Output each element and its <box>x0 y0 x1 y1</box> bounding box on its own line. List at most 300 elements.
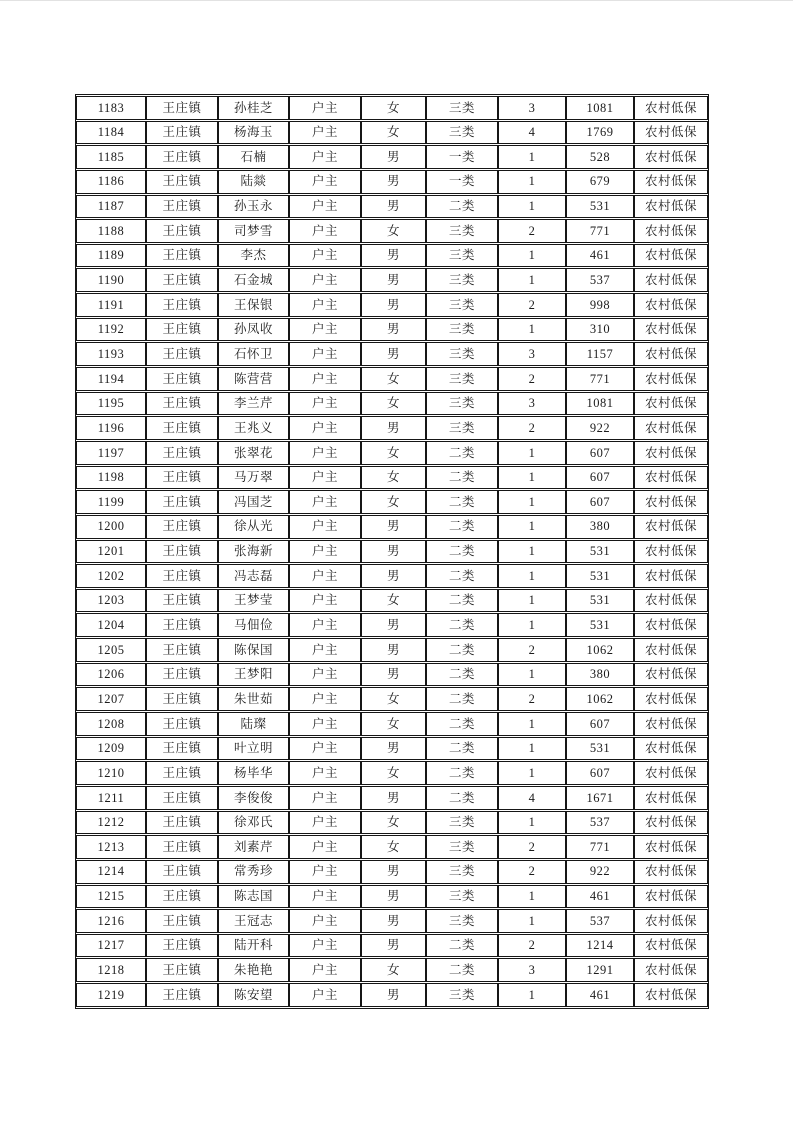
cell-gender: 女 <box>361 687 426 711</box>
cell-relation: 户主 <box>289 219 361 243</box>
cell-gender: 男 <box>361 934 426 958</box>
table-row <box>76 934 708 958</box>
cell-assistance-type: 农村低保 <box>634 934 708 958</box>
cell-persons: 1 <box>498 761 566 785</box>
cell-assistance-type: 农村低保 <box>634 860 708 884</box>
cell-relation: 户主 <box>289 885 361 909</box>
cell-gender: 男 <box>361 909 426 933</box>
cell-relation: 户主 <box>289 835 361 859</box>
cell-category: 二类 <box>426 737 498 761</box>
table-row <box>76 342 708 366</box>
cell-town: 王庄镇 <box>146 885 218 909</box>
cell-persons: 1 <box>498 145 566 169</box>
table-row <box>76 466 708 490</box>
table-row <box>76 712 708 736</box>
cell-relation: 户主 <box>289 268 361 292</box>
cell-gender: 男 <box>361 983 426 1007</box>
cell-relation: 户主 <box>289 96 361 120</box>
cell-assistance-type: 农村低保 <box>634 712 708 736</box>
cell-persons: 1 <box>498 466 566 490</box>
cell-index: 1200 <box>76 515 146 539</box>
table-row <box>76 761 708 785</box>
cell-town: 王庄镇 <box>146 835 218 859</box>
cell-persons: 2 <box>498 638 566 662</box>
cell-index: 1208 <box>76 712 146 736</box>
cell-gender: 男 <box>361 293 426 317</box>
cell-index: 1201 <box>76 540 146 564</box>
cell-assistance-type: 农村低保 <box>634 564 708 588</box>
cell-category: 三类 <box>426 244 498 268</box>
cell-amount: 607 <box>566 712 634 736</box>
cell-gender: 女 <box>361 761 426 785</box>
cell-index: 1214 <box>76 860 146 884</box>
cell-name: 石金城 <box>218 268 289 292</box>
cell-town: 王庄镇 <box>146 958 218 982</box>
cell-name: 陈安望 <box>218 983 289 1007</box>
cell-index: 1195 <box>76 392 146 416</box>
cell-category: 三类 <box>426 909 498 933</box>
table-row <box>76 811 708 835</box>
cell-persons: 1 <box>498 811 566 835</box>
cell-persons: 1 <box>498 268 566 292</box>
cell-category: 二类 <box>426 638 498 662</box>
cell-assistance-type: 农村低保 <box>634 663 708 687</box>
cell-index: 1207 <box>76 687 146 711</box>
benefits-roster-table <box>75 94 709 1009</box>
cell-town: 王庄镇 <box>146 589 218 613</box>
cell-assistance-type: 农村低保 <box>634 613 708 637</box>
cell-amount: 1291 <box>566 958 634 982</box>
cell-amount: 380 <box>566 663 634 687</box>
cell-gender: 男 <box>361 244 426 268</box>
cell-amount: 537 <box>566 909 634 933</box>
cell-name: 张翠花 <box>218 441 289 465</box>
cell-index: 1186 <box>76 170 146 194</box>
cell-gender: 女 <box>361 392 426 416</box>
cell-persons: 1 <box>498 885 566 909</box>
cell-name: 常秀珍 <box>218 860 289 884</box>
cell-name: 陈志国 <box>218 885 289 909</box>
cell-category: 三类 <box>426 219 498 243</box>
cell-town: 王庄镇 <box>146 318 218 342</box>
cell-amount: 607 <box>566 490 634 514</box>
cell-persons: 2 <box>498 860 566 884</box>
cell-category: 一类 <box>426 145 498 169</box>
cell-persons: 1 <box>498 737 566 761</box>
cell-persons: 2 <box>498 367 566 391</box>
cell-category: 二类 <box>426 958 498 982</box>
cell-persons: 1 <box>498 663 566 687</box>
cell-gender: 男 <box>361 195 426 219</box>
cell-persons: 3 <box>498 392 566 416</box>
cell-assistance-type: 农村低保 <box>634 96 708 120</box>
cell-amount: 537 <box>566 811 634 835</box>
table-row <box>76 318 708 342</box>
cell-name: 石怀卫 <box>218 342 289 366</box>
cell-relation: 户主 <box>289 540 361 564</box>
cell-town: 王庄镇 <box>146 811 218 835</box>
cell-category: 三类 <box>426 983 498 1007</box>
cell-gender: 男 <box>361 540 426 564</box>
cell-persons: 1 <box>498 490 566 514</box>
cell-name: 陆燚 <box>218 170 289 194</box>
cell-assistance-type: 农村低保 <box>634 885 708 909</box>
cell-assistance-type: 农村低保 <box>634 811 708 835</box>
cell-relation: 户主 <box>289 712 361 736</box>
table-row <box>76 687 708 711</box>
cell-amount: 922 <box>566 860 634 884</box>
cell-name: 王梦莹 <box>218 589 289 613</box>
cell-town: 王庄镇 <box>146 170 218 194</box>
cell-amount: 531 <box>566 195 634 219</box>
cell-index: 1183 <box>76 96 146 120</box>
cell-persons: 1 <box>498 712 566 736</box>
cell-index: 1218 <box>76 958 146 982</box>
cell-town: 王庄镇 <box>146 761 218 785</box>
cell-relation: 户主 <box>289 983 361 1007</box>
cell-relation: 户主 <box>289 318 361 342</box>
cell-index: 1203 <box>76 589 146 613</box>
table-row <box>76 909 708 933</box>
cell-relation: 户主 <box>289 416 361 440</box>
cell-name: 王兆义 <box>218 416 289 440</box>
table-row <box>76 835 708 859</box>
cell-category: 二类 <box>426 687 498 711</box>
cell-assistance-type: 农村低保 <box>634 244 708 268</box>
cell-persons: 2 <box>498 687 566 711</box>
table-row <box>76 441 708 465</box>
cell-town: 王庄镇 <box>146 638 218 662</box>
cell-gender: 男 <box>361 737 426 761</box>
cell-index: 1191 <box>76 293 146 317</box>
table-row <box>76 958 708 982</box>
cell-index: 1210 <box>76 761 146 785</box>
cell-relation: 户主 <box>289 613 361 637</box>
cell-town: 王庄镇 <box>146 145 218 169</box>
cell-relation: 户主 <box>289 638 361 662</box>
cell-relation: 户主 <box>289 589 361 613</box>
cell-index: 1202 <box>76 564 146 588</box>
cell-amount: 531 <box>566 737 634 761</box>
cell-gender: 男 <box>361 268 426 292</box>
cell-category: 三类 <box>426 860 498 884</box>
table-row <box>76 663 708 687</box>
cell-index: 1215 <box>76 885 146 909</box>
cell-category: 一类 <box>426 170 498 194</box>
cell-name: 杨毕华 <box>218 761 289 785</box>
cell-index: 1196 <box>76 416 146 440</box>
cell-town: 王庄镇 <box>146 96 218 120</box>
cell-name: 徐邓氏 <box>218 811 289 835</box>
cell-persons: 2 <box>498 835 566 859</box>
cell-town: 王庄镇 <box>146 268 218 292</box>
cell-town: 王庄镇 <box>146 392 218 416</box>
cell-category: 二类 <box>426 934 498 958</box>
cell-town: 王庄镇 <box>146 613 218 637</box>
cell-amount: 1062 <box>566 687 634 711</box>
table-body <box>76 96 708 1007</box>
cell-category: 三类 <box>426 96 498 120</box>
cell-assistance-type: 农村低保 <box>634 589 708 613</box>
cell-name: 李杰 <box>218 244 289 268</box>
cell-amount: 607 <box>566 441 634 465</box>
cell-category: 二类 <box>426 589 498 613</box>
cell-gender: 男 <box>361 638 426 662</box>
cell-town: 王庄镇 <box>146 342 218 366</box>
cell-gender: 女 <box>361 835 426 859</box>
cell-assistance-type: 农村低保 <box>634 145 708 169</box>
cell-persons: 4 <box>498 786 566 810</box>
cell-amount: 461 <box>566 983 634 1007</box>
cell-name: 陆璨 <box>218 712 289 736</box>
cell-category: 三类 <box>426 416 498 440</box>
cell-name: 孙凤收 <box>218 318 289 342</box>
cell-relation: 户主 <box>289 737 361 761</box>
cell-category: 三类 <box>426 318 498 342</box>
table-row <box>76 392 708 416</box>
cell-assistance-type: 农村低保 <box>634 515 708 539</box>
cell-amount: 531 <box>566 564 634 588</box>
cell-amount: 531 <box>566 540 634 564</box>
cell-category: 二类 <box>426 761 498 785</box>
cell-index: 1187 <box>76 195 146 219</box>
cell-name: 朱艳艳 <box>218 958 289 982</box>
cell-amount: 531 <box>566 589 634 613</box>
cell-amount: 998 <box>566 293 634 317</box>
cell-assistance-type: 农村低保 <box>634 268 708 292</box>
cell-persons: 1 <box>498 195 566 219</box>
cell-assistance-type: 农村低保 <box>634 170 708 194</box>
table-row <box>76 490 708 514</box>
cell-gender: 男 <box>361 170 426 194</box>
cell-name: 陆开科 <box>218 934 289 958</box>
cell-persons: 1 <box>498 983 566 1007</box>
cell-assistance-type: 农村低保 <box>634 737 708 761</box>
cell-relation: 户主 <box>289 342 361 366</box>
cell-index: 1213 <box>76 835 146 859</box>
cell-assistance-type: 农村低保 <box>634 983 708 1007</box>
table-row <box>76 613 708 637</box>
cell-assistance-type: 农村低保 <box>634 342 708 366</box>
cell-town: 王庄镇 <box>146 786 218 810</box>
cell-index: 1217 <box>76 934 146 958</box>
cell-gender: 女 <box>361 811 426 835</box>
cell-category: 二类 <box>426 466 498 490</box>
cell-category: 三类 <box>426 268 498 292</box>
table-row <box>76 268 708 292</box>
cell-relation: 户主 <box>289 145 361 169</box>
cell-category: 二类 <box>426 540 498 564</box>
cell-category: 三类 <box>426 811 498 835</box>
cell-name: 徐从光 <box>218 515 289 539</box>
cell-index: 1192 <box>76 318 146 342</box>
cell-town: 王庄镇 <box>146 712 218 736</box>
cell-relation: 户主 <box>289 564 361 588</box>
cell-amount: 771 <box>566 219 634 243</box>
cell-persons: 3 <box>498 342 566 366</box>
cell-category: 二类 <box>426 786 498 810</box>
cell-name: 陈保国 <box>218 638 289 662</box>
cell-index: 1185 <box>76 145 146 169</box>
cell-assistance-type: 农村低保 <box>634 392 708 416</box>
cell-relation: 户主 <box>289 761 361 785</box>
cell-index: 1204 <box>76 613 146 637</box>
cell-amount: 380 <box>566 515 634 539</box>
cell-amount: 771 <box>566 835 634 859</box>
cell-index: 1212 <box>76 811 146 835</box>
cell-relation: 户主 <box>289 909 361 933</box>
cell-amount: 1081 <box>566 392 634 416</box>
cell-index: 1189 <box>76 244 146 268</box>
cell-relation: 户主 <box>289 663 361 687</box>
cell-persons: 2 <box>498 416 566 440</box>
table-row <box>76 195 708 219</box>
cell-category: 三类 <box>426 293 498 317</box>
cell-index: 1216 <box>76 909 146 933</box>
cell-index: 1209 <box>76 737 146 761</box>
cell-name: 杨海玉 <box>218 121 289 145</box>
cell-assistance-type: 农村低保 <box>634 195 708 219</box>
cell-persons: 1 <box>498 318 566 342</box>
cell-amount: 1157 <box>566 342 634 366</box>
cell-relation: 户主 <box>289 811 361 835</box>
table-row <box>76 737 708 761</box>
cell-amount: 537 <box>566 268 634 292</box>
cell-assistance-type: 农村低保 <box>634 540 708 564</box>
cell-name: 叶立明 <box>218 737 289 761</box>
cell-town: 王庄镇 <box>146 540 218 564</box>
cell-town: 王庄镇 <box>146 663 218 687</box>
cell-gender: 女 <box>361 367 426 391</box>
cell-relation: 户主 <box>289 786 361 810</box>
cell-amount: 607 <box>566 466 634 490</box>
table-row <box>76 145 708 169</box>
cell-town: 王庄镇 <box>146 737 218 761</box>
cell-name: 马佃俭 <box>218 613 289 637</box>
cell-town: 王庄镇 <box>146 416 218 440</box>
cell-category: 二类 <box>426 515 498 539</box>
cell-category: 二类 <box>426 490 498 514</box>
cell-gender: 男 <box>361 145 426 169</box>
cell-name: 陈营营 <box>218 367 289 391</box>
table-row <box>76 170 708 194</box>
cell-name: 冯国芝 <box>218 490 289 514</box>
cell-name: 刘素芹 <box>218 835 289 859</box>
cell-persons: 1 <box>498 244 566 268</box>
cell-amount: 310 <box>566 318 634 342</box>
table-row <box>76 96 708 120</box>
cell-town: 王庄镇 <box>146 195 218 219</box>
cell-amount: 528 <box>566 145 634 169</box>
cell-amount: 531 <box>566 613 634 637</box>
cell-relation: 户主 <box>289 466 361 490</box>
cell-town: 王庄镇 <box>146 564 218 588</box>
cell-index: 1199 <box>76 490 146 514</box>
cell-relation: 户主 <box>289 293 361 317</box>
cell-persons: 1 <box>498 170 566 194</box>
table-row <box>76 293 708 317</box>
cell-assistance-type: 农村低保 <box>634 219 708 243</box>
cell-persons: 1 <box>498 909 566 933</box>
cell-persons: 1 <box>498 613 566 637</box>
cell-amount: 1062 <box>566 638 634 662</box>
cell-town: 王庄镇 <box>146 983 218 1007</box>
cell-name: 朱世茹 <box>218 687 289 711</box>
cell-amount: 1769 <box>566 121 634 145</box>
cell-gender: 男 <box>361 416 426 440</box>
cell-assistance-type: 农村低保 <box>634 909 708 933</box>
cell-amount: 1671 <box>566 786 634 810</box>
cell-category: 三类 <box>426 885 498 909</box>
cell-name: 王保银 <box>218 293 289 317</box>
table-row <box>76 515 708 539</box>
table-row <box>76 367 708 391</box>
cell-assistance-type: 农村低保 <box>634 466 708 490</box>
cell-assistance-type: 农村低保 <box>634 687 708 711</box>
cell-amount: 679 <box>566 170 634 194</box>
cell-town: 王庄镇 <box>146 293 218 317</box>
cell-name: 司梦雪 <box>218 219 289 243</box>
cell-name: 李俊俊 <box>218 786 289 810</box>
cell-index: 1206 <box>76 663 146 687</box>
table-row <box>76 564 708 588</box>
cell-persons: 1 <box>498 589 566 613</box>
cell-persons: 1 <box>498 540 566 564</box>
cell-gender: 女 <box>361 121 426 145</box>
cell-amount: 461 <box>566 244 634 268</box>
cell-index: 1193 <box>76 342 146 366</box>
cell-category: 二类 <box>426 441 498 465</box>
cell-category: 三类 <box>426 121 498 145</box>
cell-relation: 户主 <box>289 441 361 465</box>
cell-persons: 3 <box>498 96 566 120</box>
cell-gender: 男 <box>361 342 426 366</box>
cell-town: 王庄镇 <box>146 909 218 933</box>
cell-name: 马万翠 <box>218 466 289 490</box>
cell-assistance-type: 农村低保 <box>634 121 708 145</box>
cell-amount: 607 <box>566 761 634 785</box>
table-row <box>76 885 708 909</box>
cell-name: 冯志磊 <box>218 564 289 588</box>
cell-persons: 3 <box>498 958 566 982</box>
cell-assistance-type: 农村低保 <box>634 835 708 859</box>
cell-relation: 户主 <box>289 934 361 958</box>
cell-persons: 2 <box>498 293 566 317</box>
cell-town: 王庄镇 <box>146 367 218 391</box>
cell-relation: 户主 <box>289 244 361 268</box>
cell-town: 王庄镇 <box>146 219 218 243</box>
cell-gender: 男 <box>361 564 426 588</box>
cell-town: 王庄镇 <box>146 490 218 514</box>
cell-gender: 女 <box>361 589 426 613</box>
cell-category: 二类 <box>426 564 498 588</box>
cell-persons: 2 <box>498 219 566 243</box>
cell-name: 孙玉永 <box>218 195 289 219</box>
cell-gender: 男 <box>361 860 426 884</box>
cell-category: 二类 <box>426 195 498 219</box>
cell-relation: 户主 <box>289 195 361 219</box>
table-row <box>76 589 708 613</box>
cell-gender: 女 <box>361 958 426 982</box>
table-row <box>76 244 708 268</box>
cell-amount: 1081 <box>566 96 634 120</box>
cell-category: 三类 <box>426 835 498 859</box>
cell-gender: 女 <box>361 712 426 736</box>
cell-gender: 女 <box>361 219 426 243</box>
cell-persons: 4 <box>498 121 566 145</box>
cell-relation: 户主 <box>289 515 361 539</box>
cell-assistance-type: 农村低保 <box>634 490 708 514</box>
